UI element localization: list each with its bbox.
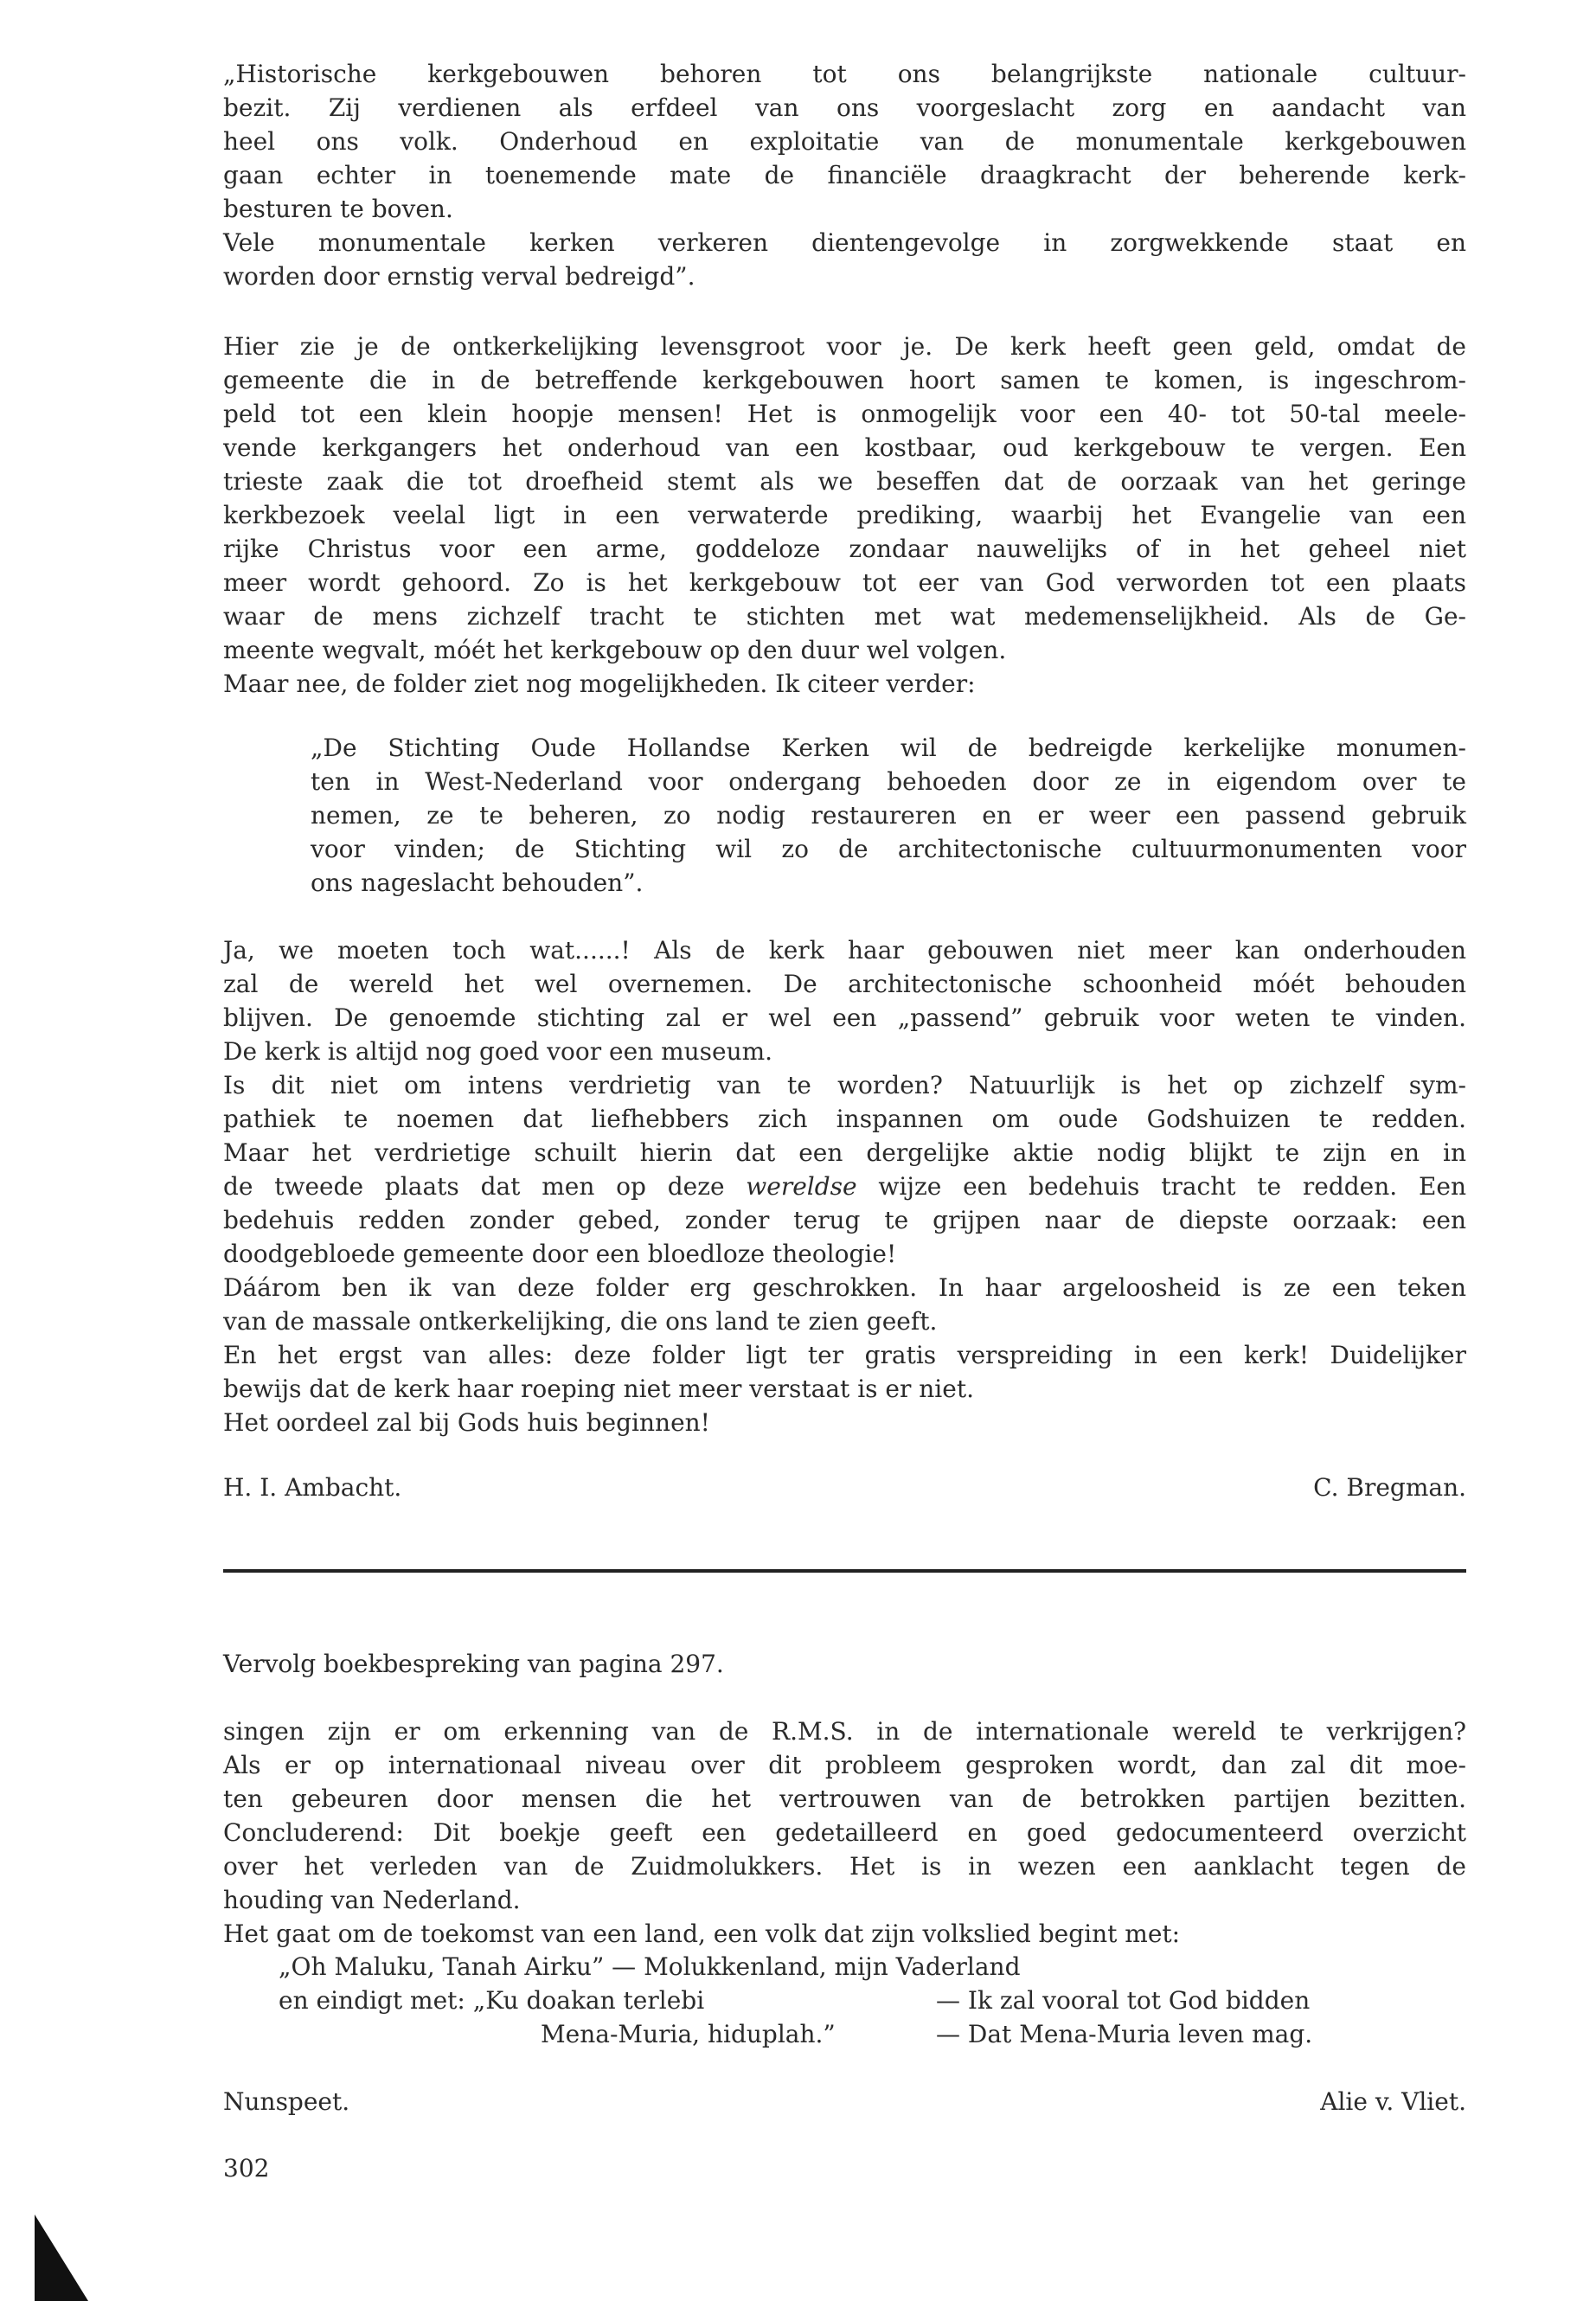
text-line: houding van Nederland. [223,1886,521,1914]
section-divider [223,1569,1466,1573]
text-line: zal de wereld het wel overnemen. De architectonische schoonheid móét behouden [223,970,1466,998]
text-line: Concluderend: Dit boekje geeft een gedetailleerd en goed gedocumenteerd overzicht [223,1818,1466,1847]
quote-folder-1 [223,57,1466,293]
text-line: Maar het verdrietige schuilt hierin dat een dergelijke aktie nodig blijkt te zijn en in [223,1138,1466,1167]
text-line: „De Stichting Oude Hollandse Kerken wil de bedreigde kerkelijke monumen- [311,734,1466,762]
text-line: ons nageslacht behouden”. [311,868,644,897]
anthem-line-2-right: — Ik zal vooral tot God bidden [936,1986,1311,2015]
text-line: singen zijn er om erkenning van de R.M.S. in de internationale wereld te verkrijgen? [223,1717,1466,1746]
text-line: bezit. Zij verdienen als erfdeel van ons voorgeslacht zorg en aandacht van [223,93,1466,122]
text-line: waar de mens zichzelf tracht te stichten met wat medemenselijkheid. Als de Ge- [223,602,1466,631]
quote-folder-2 [311,731,1466,900]
text-line: Dáárom ben ik van deze folder erg geschrokken. In haar argeloosheid is ze een teken [223,1273,1466,1302]
paragraph-response [223,933,1466,1439]
text-line: van de massale ontkerkelijking, die ons land te zien geeft. [223,1307,938,1336]
text-segment: de tweede plaats dat men op deze [223,1172,747,1201]
page-number [223,2151,1466,2185]
text-line: ten gebeuren door mensen die het vertrouwen van de betrokken partijen bezitten. [223,1785,1466,1813]
continuation-heading-text: Vervolg boekbespreking van pagina 297. [223,1650,724,1678]
text-line: Het oordeel zal bij Gods huis beginnen! [223,1408,710,1437]
text-line: „Historische kerkgebouwen behoren tot ons belangrijkste nationale cultuur- [223,60,1466,88]
text-segment: wijze een bedehuis tracht te redden. Een [856,1172,1466,1201]
text-line: meer wordt gehoord. Zo is het kerkgebouw tot eer van God verworden tot een plaats [223,568,1466,597]
text-line: trieste zaak die tot droefheid stemt als we beseffen dat de oorzaak van het geringe [223,467,1466,496]
signature-row-2 [223,2085,1466,2118]
anthem-line-3-left: Mena-Muria, hiduplah.” [541,2020,836,2048]
text-line: En het ergst van alles: deze folder ligt ter gratis verspreiding in een kerk! Duidelijker [223,1341,1466,1369]
text-line: Ja, we moeten toch wat......! Als de kerk haar gebouwen niet meer kan onderhouden [223,936,1466,965]
signature-place: Nunspeet. [223,2087,350,2116]
text-line: Vele monumentale kerken verkeren dientengevolge in zorgwekkende staat en [223,228,1466,257]
text-line: Maar nee, de folder ziet nog mogelijkheden. Ik citeer verder: [223,670,976,698]
page-number-text: 302 [223,2154,270,2182]
italic-word: wereldse [746,1172,857,1201]
text-line: De kerk is altijd nog goed voor een museum. [223,1037,773,1066]
signature-author: Alie v. Vliet. [1320,2087,1466,2116]
text-line: besturen te boven. [223,195,453,223]
text-line: pathiek te noemen dat liefhebbers zich inspannen om oude Godshuizen te redden. [223,1105,1466,1133]
anthem-line-1: „Oh Maluku, Tanah Airku” — Molukkenland, mijn Vaderland [279,1952,1021,1981]
text-line: rijke Christus voor een arme, goddeloze zondaar nauwelijks of in het geheel niet [223,535,1466,563]
text-line: doodgebloede gemeente door een bloedloze theologie! [223,1240,897,1268]
paragraph-book-review [223,1715,1466,1951]
text-line: kerkbezoek veelal ligt in een verwaterde prediking, waarbij het Evangelie van een [223,501,1466,529]
text-line: worden door ernstig verval bedreigd”. [223,262,695,291]
text-line [223,1170,1466,1203]
text-line: meente wegvalt, móét het kerkgebouw op den duur wel volgen. [223,636,1007,664]
text-line: nemen, ze te beheren, zo nodig restaureren en er weer een passend gebruik [311,801,1466,830]
anthem-line-3-right: — Dat Mena-Muria leven mag. [936,2020,1313,2048]
signature-row-1 [223,1471,1466,1504]
scan-edge-mark [35,2214,88,2301]
text-line: voor vinden; de Stichting wil zo de architectonische cultuurmonumenten voor [311,835,1466,863]
signature-place: H. I. Ambacht. [223,1473,402,1502]
signature-author: C. Bregman. [1313,1473,1466,1502]
text-line: Als er op internationaal niveau over dit probleem gesproken wordt, dan zal dit moe- [223,1751,1466,1779]
text-line: Is dit niet om intens verdrietig van te worden? Natuurlijk is het op zichzelf sym- [223,1071,1466,1099]
text-line: heel ons volk. Onderhoud en exploitatie van de monumentale kerkgebouwen [223,127,1466,156]
text-line: peld tot een klein hoopje mensen! Het is onmogelijk voor een 40- tot 50-tal meele- [223,400,1466,428]
text-line: Hier zie je de ontkerkelijking levensgroot voor je. De kerk heeft geen geld, omdat de [223,332,1466,361]
continuation-heading [223,1647,1466,1681]
text-line: ten in West-Nederland voor ondergang behoeden door ze in eigendom over te [311,767,1466,796]
text-line: over het verleden van de Zuidmolukkers. Het is in wezen een aanklacht tegen de [223,1852,1466,1881]
text-line: bedehuis redden zonder gebed, zonder terug te grijpen naar de diepste oorzaak: een [223,1206,1466,1234]
text-line: gaan echter in toenemende mate de financiële draagkracht der beherende kerk- [223,161,1466,189]
text-line: gemeente die in de betreffende kerkgebouwen hoort samen te komen, is ingeschrom- [223,366,1466,394]
text-line: Het gaat om de toekomst van een land, een volk dat zijn volkslied begint met: [223,1920,1181,1948]
text-line: blijven. De genoemde stichting zal er wel een „passend” gebruik voor weten te vinden. [223,1003,1466,1032]
text-line: vende kerkgangers het onderhoud van een kostbaar, oud kerkgebouw te vergen. Een [223,433,1466,462]
text-line: bewijs dat de kerk haar roeping niet meer verstaat is er niet. [223,1375,974,1403]
paragraph-ontkerkelijking [223,330,1466,701]
anthem-line-2-left: en eindigt met: „Ku doakan terlebi [279,1986,705,2015]
